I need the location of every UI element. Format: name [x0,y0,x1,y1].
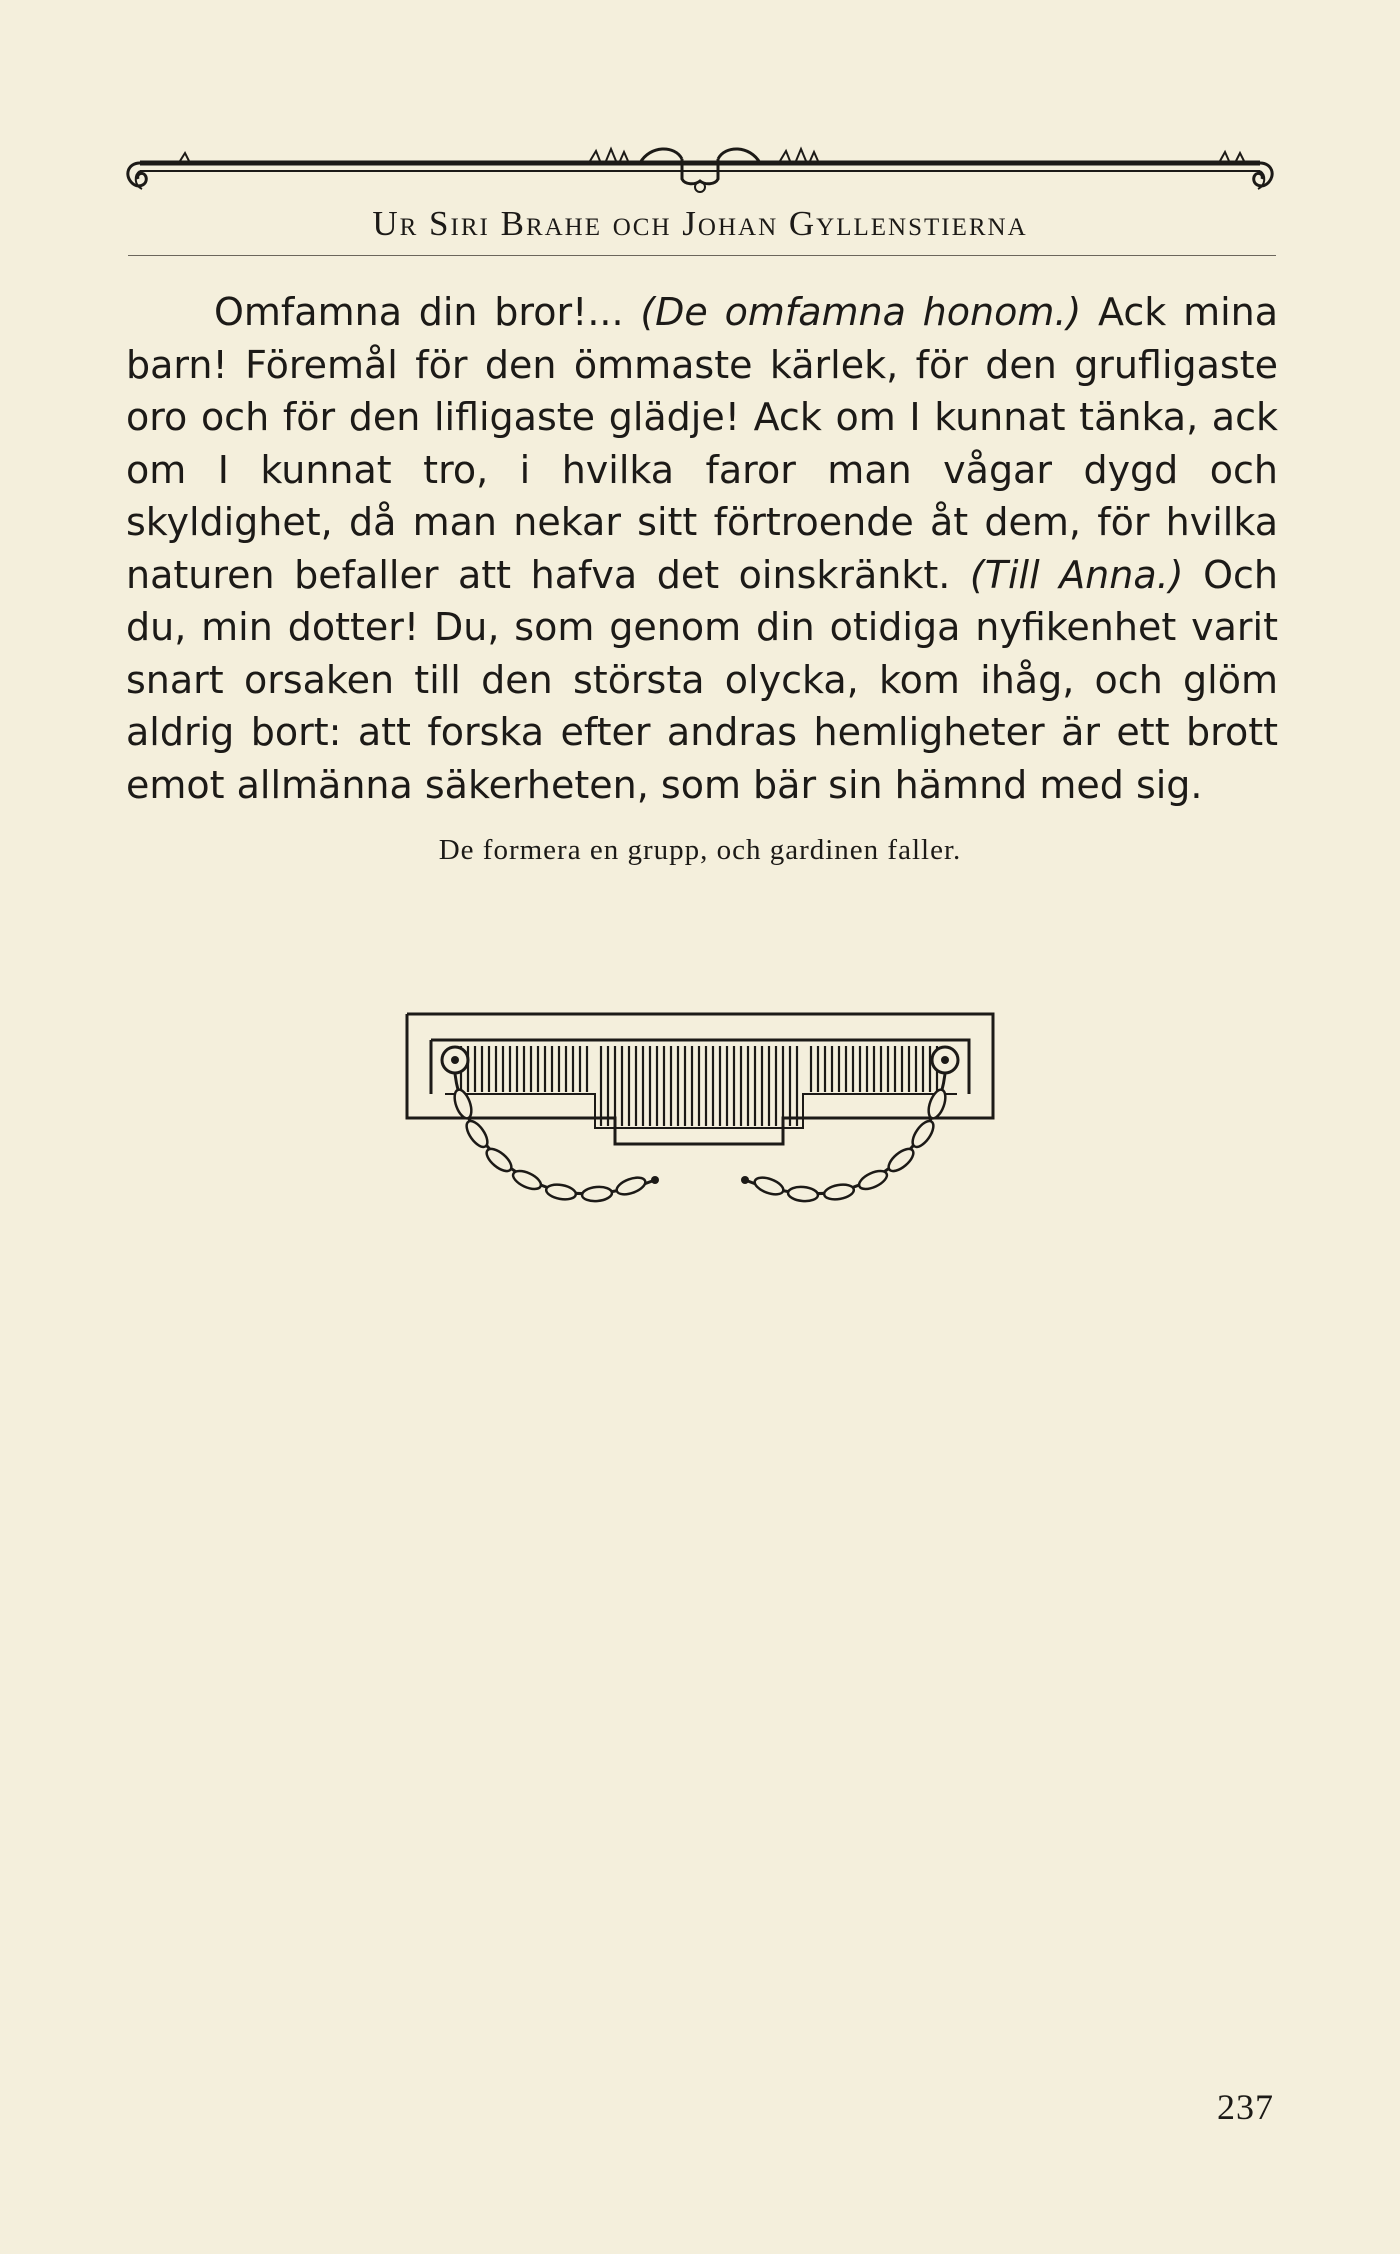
header-ornament [120,135,1280,205]
fluting [461,1046,937,1126]
stage-direction: De formera en grupp, och gardinen faller. [438,834,962,866]
text-run: Omfamna din bror!... [214,290,641,334]
page-number: 237 [1217,2087,1274,2127]
text-run: Och du, min dotter! Du, som genom din otidiga nyfikenhet varit snart orsaken till den största olycka, kom ihåg, och glöm aldrig bort: att forska efter andras hemligheter är ett brott emot allmänna säkerheten, som bär sin hämnd med sig. [126,552,1278,807]
running-head: Ur Siri Brahe och Johan Gyllenstierna [372,204,1028,243]
stage-aside: (Till Anna.) [969,552,1184,597]
header-rule [128,255,1276,256]
stage-aside: (De omfamna honom.) [640,290,1082,334]
dialogue-paragraph [126,286,1278,811]
text-run: Ack mina barn! Föremål för den ömmaste kärlek, för den grufligaste oro och för den lifligaste glädje! Ack om I kunnat tänka, ack om I kunnat tro, i hvilka faror man vågar dygd och skyldighet, då man nekar sitt förtroende åt dem, för hvilka naturen befaller att hafva det oinskränkt. [126,290,1279,597]
tailpiece-ornament [405,1012,1005,1217]
